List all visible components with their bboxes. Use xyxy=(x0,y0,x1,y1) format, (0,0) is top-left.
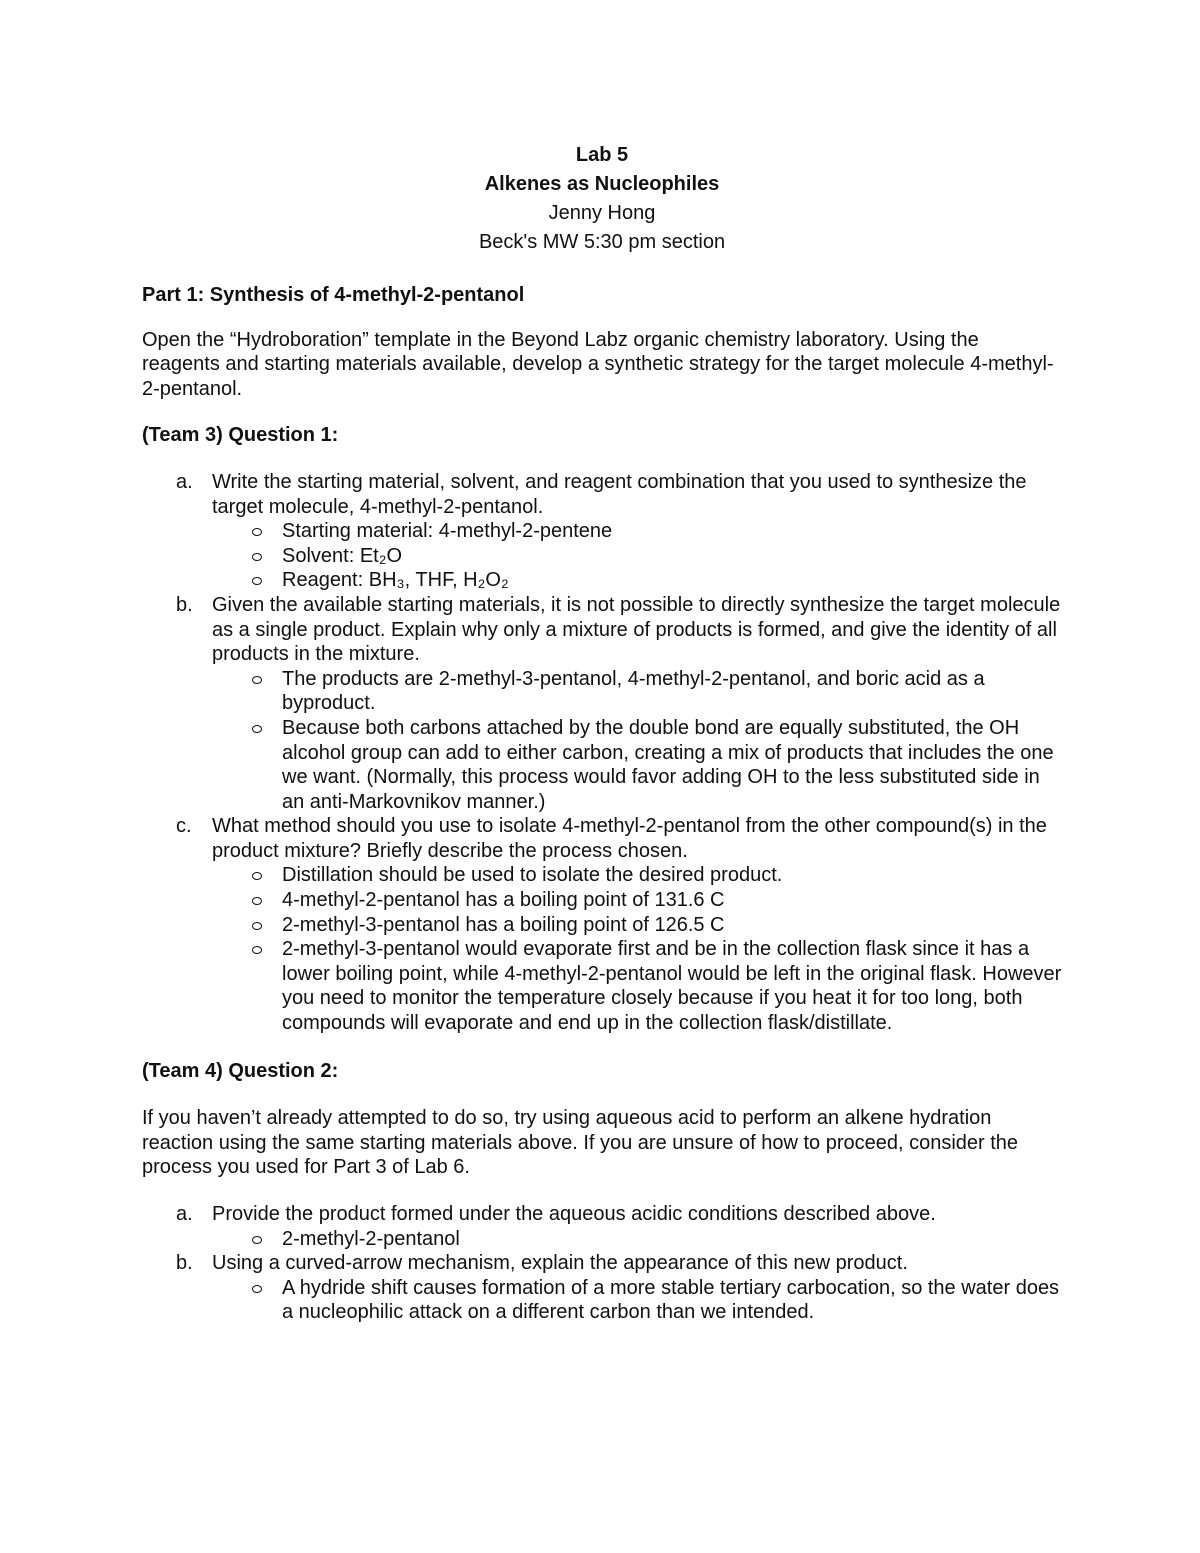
bullet-icon xyxy=(252,1285,262,1293)
question2-item-b xyxy=(142,1251,1062,1325)
item-text: Given the available starting materials, it is not possible to directly synthesize the target molecule as a single product. Explain why only a mixture of products is formed, and give the identity of all products in the mixture. xyxy=(212,593,1061,666)
answer-text: 4-methyl-2-pentanol has a boiling point of 131.6 C xyxy=(282,889,725,912)
item-text: Using a curved-arrow mechanism, explain the appearance of this new product. xyxy=(212,1252,908,1275)
item-marker: a. xyxy=(176,470,193,493)
lab-title: Alkenes as Nucleophiles xyxy=(484,173,720,195)
part1-title: Part 1: Synthesis of 4-methyl-2-pentanol xyxy=(142,284,525,306)
answer-text: 2-methyl-2-pentanol xyxy=(282,1227,460,1250)
answer-list xyxy=(212,863,1062,1035)
answer-bullet xyxy=(212,667,1062,716)
bullet-icon xyxy=(252,725,262,733)
question2-intro: If you haven’t already attempted to do so, try using aqueous acid to perform an alkene hydration reaction using the same starting materials above. If you are unsure of how to proceed, consider the process you used for Part 3 of Lab 6. xyxy=(142,1107,1019,1179)
answer-text: 2-methyl-3-pentanol has a boiling point of 126.5 C xyxy=(282,913,725,936)
answer-list xyxy=(212,1276,1062,1325)
item-text: Provide the product formed under the aqueous acidic conditions described above. xyxy=(212,1203,936,1225)
answer-text: Reagent: BH₃, THF, H₂O₂ xyxy=(282,569,509,592)
item-marker: b. xyxy=(176,1252,193,1275)
question2-list xyxy=(142,1202,1062,1325)
item-text: Write the starting material, solvent, and reagent combination that you used to synthesize the target molecule, 4-methyl-2-pentanol. xyxy=(212,470,1027,518)
document-body xyxy=(142,141,1062,1325)
answer-text: The products are 2-methyl-3-pentanol, 4-methyl-2-pentanol, and boric acid as a byproduct. xyxy=(282,667,985,715)
bullet-icon xyxy=(252,577,262,585)
answer-text: Starting material: 4-methyl-2-pentene xyxy=(282,520,613,543)
question1-list xyxy=(142,470,1062,1036)
answer-list xyxy=(212,519,1062,593)
question1-item-a xyxy=(142,470,1062,593)
bullet-icon xyxy=(252,528,262,536)
answer-bullet xyxy=(212,913,1062,938)
author-name: Jenny Hong xyxy=(548,202,656,224)
item-marker: a. xyxy=(176,1203,193,1225)
answer-list xyxy=(212,667,1062,815)
lab-number: Lab 5 xyxy=(575,144,629,166)
bullet-icon xyxy=(252,922,262,930)
item-text: What method should you use to isolate 4-methyl-2-pentanol from the other compound(s) in the product mixture? Briefly describe the process chosen. xyxy=(212,815,1047,862)
bullet-icon xyxy=(252,676,262,684)
answer-bullet xyxy=(212,888,1062,913)
bullet-icon xyxy=(252,1236,262,1244)
bullet-icon xyxy=(252,946,262,954)
question2-item-a xyxy=(142,1202,1062,1251)
question1-item-b xyxy=(142,593,1062,814)
question1-item-c xyxy=(142,814,1062,1035)
question1-title: (Team 3) Question 1: xyxy=(142,424,339,447)
answer-text: 2-methyl-3-pentanol would evaporate first and be in the collection flask since it has a lower boiling point, while 4-methyl-2-pentanol would be left in the original flask. However you need to monitor the temperature closely because if you heat it for too long, both compounds will evaporate and end up in the collection flask/distillate. xyxy=(282,938,1062,1035)
answer-text: A hydride shift causes formation of a more stable tertiary carbocation, so the water does a nucleophilic attack on a different carbon than we intended. xyxy=(282,1276,1060,1324)
item-marker: c. xyxy=(176,815,192,838)
answer-bullet xyxy=(212,716,1062,814)
bullet-icon xyxy=(252,872,262,880)
answer-bullet xyxy=(212,863,1062,888)
answer-bullet xyxy=(212,519,1062,544)
answer-text: Solvent: Et₂O xyxy=(282,544,403,567)
answer-bullet xyxy=(212,937,1062,1035)
part1-intro: Open the “Hydroboration” template in the Beyond Labz organic chemistry laboratory. Using the reagents and starting materials available, develop a synthetic strategy for the target molecule 4-methyl-2-pentanol. xyxy=(142,328,1054,400)
answer-bullet xyxy=(212,568,1062,593)
item-marker: b. xyxy=(176,593,193,616)
answer-text: Distillation should be used to isolate the desired product. xyxy=(282,864,783,887)
answer-bullet xyxy=(212,1227,1062,1252)
answer-text: Because both carbons attached by the double bond are equally substituted, the OH alcohol group can add to either carbon, creating a mix of products that includes the one we want. (Normally, this process would favor adding OH to the less substituted side in an anti-Markovnikov manner.) xyxy=(282,716,1054,813)
section-info: Beck's MW 5:30 pm section xyxy=(478,231,726,253)
answer-bullet xyxy=(212,1276,1062,1325)
bullet-icon xyxy=(252,553,262,561)
answer-bullet xyxy=(212,544,1062,569)
bullet-icon xyxy=(252,897,262,905)
answer-list xyxy=(212,1227,1062,1252)
document-header xyxy=(142,141,1062,257)
question2-title: (Team 4) Question 2: xyxy=(142,1059,339,1082)
